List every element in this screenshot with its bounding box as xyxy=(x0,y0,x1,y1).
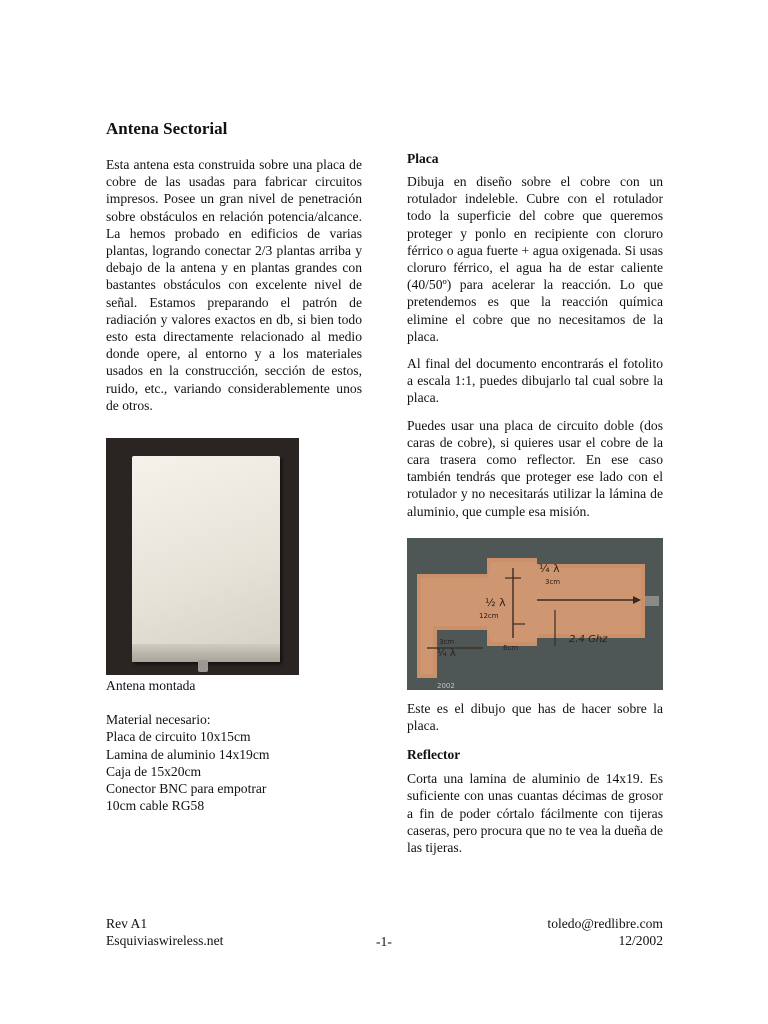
label-dim-left: 3cm xyxy=(439,637,455,646)
photo-caption: Antena montada xyxy=(106,678,196,694)
material-item: Conector BNC para empotrar xyxy=(106,781,267,797)
page-title: Antena Sectorial xyxy=(106,119,228,138)
pcb-drawing-photo xyxy=(407,538,663,690)
footer-rev: Rev A1 xyxy=(106,916,148,931)
label-half: ½ λ xyxy=(485,595,506,609)
label-dim-top: 3cm xyxy=(545,577,561,586)
antenna-photo xyxy=(106,438,299,675)
label-stamp: 2002 xyxy=(437,681,455,690)
label-quarter-top: ¼ λ xyxy=(539,561,560,575)
label-dim-bottom: 6cm xyxy=(503,643,519,652)
reflector-paragraph: Corta una lamina de aluminio de 14x19. Es suficiente con unas cuantas décimas de grosor a fin de poder córtalo fácilmente con tijeras caseras, pero procura que no te vea la dueña de las tijeras. xyxy=(407,771,663,856)
antenna-box xyxy=(132,456,280,662)
label-quarter-left: ¼ λ xyxy=(437,647,456,659)
footer-page-number: -1- xyxy=(376,934,392,949)
intro-paragraph: Esta antena esta construida sobre una placa de cobre de las usadas para fabricar circuitos impresos. Posee un gran nivel de penetración sobre obstáculos en relación potencia/alcance. La hemos probado en edificios de varias plantas, logrando conectar 2/3 plantas arriba y debajo de la antena y en plantas grandes con bastantes obstáculos con excelente nivel de señal. Estamos preparando el patrón de radiación y valores exactos en db, si bien todo esto esta directamente relacionado al medio donde opere, al entorno y a los materiales usados en la construcción, sección de estos, ruido, etc., variando considerablemente unos de otros. xyxy=(106,157,362,413)
footer-site: Esquiviaswireless.net xyxy=(106,933,224,948)
placa-paragraph-1: Dibuja en diseño sobre el cobre con un rotulador indeleble. Cubre con el rotulador todo la superficie del cobre que queremos proteger y ponlo en recipiente con cloruro férrico o agua fuerte + agua oxigenada. Si usas cloruro férrico, el agua ha de estar caliente (40/50º) para acelerar la reacción. Lo que pretendemos es que la reacción química elimine el cobre que no necesitamos de la placa. xyxy=(407,174,663,344)
label-frequency: 2.4 Ghz xyxy=(569,633,608,645)
placa-paragraph-2: Al final del documento encontrarás el fotolito a escala 1:1, puedes dibujarlo tal cual sobre la placa. xyxy=(407,356,663,406)
material-item: Placa de circuito 10x15cm xyxy=(106,729,251,745)
right-column xyxy=(407,150,663,856)
reflector-heading: Reflector xyxy=(407,747,461,763)
label-dim-mid: 12cm xyxy=(479,611,499,620)
placa-heading: Placa xyxy=(407,151,439,166)
footer-date: 12/2002 xyxy=(618,933,663,948)
left-column xyxy=(106,118,362,814)
material-item: Caja de 15x20cm xyxy=(106,763,202,779)
footer-left xyxy=(106,915,223,949)
materials-title: Material necesario: xyxy=(106,712,211,728)
placa-paragraph-3: Puedes usar una placa de circuito doble (dos caras de cobre), si quieres usar el cobre de la cara trasera como reflector. En ese caso también tendrás que proteger ese lado con el rotulador y no necesitarás utilizar la lámina de aluminio, que cumple esa misión. xyxy=(407,417,663,519)
footer-email: toledo@redlibre.com xyxy=(547,916,663,931)
drawing-caption: Este es el dibujo que has de hacer sobre la placa. xyxy=(407,700,663,734)
footer-right xyxy=(547,915,663,949)
material-item: 10cm cable RG58 xyxy=(106,798,205,814)
bnc-connector xyxy=(198,660,208,672)
material-item: Lamina de aluminio 14x19cm xyxy=(106,746,270,762)
